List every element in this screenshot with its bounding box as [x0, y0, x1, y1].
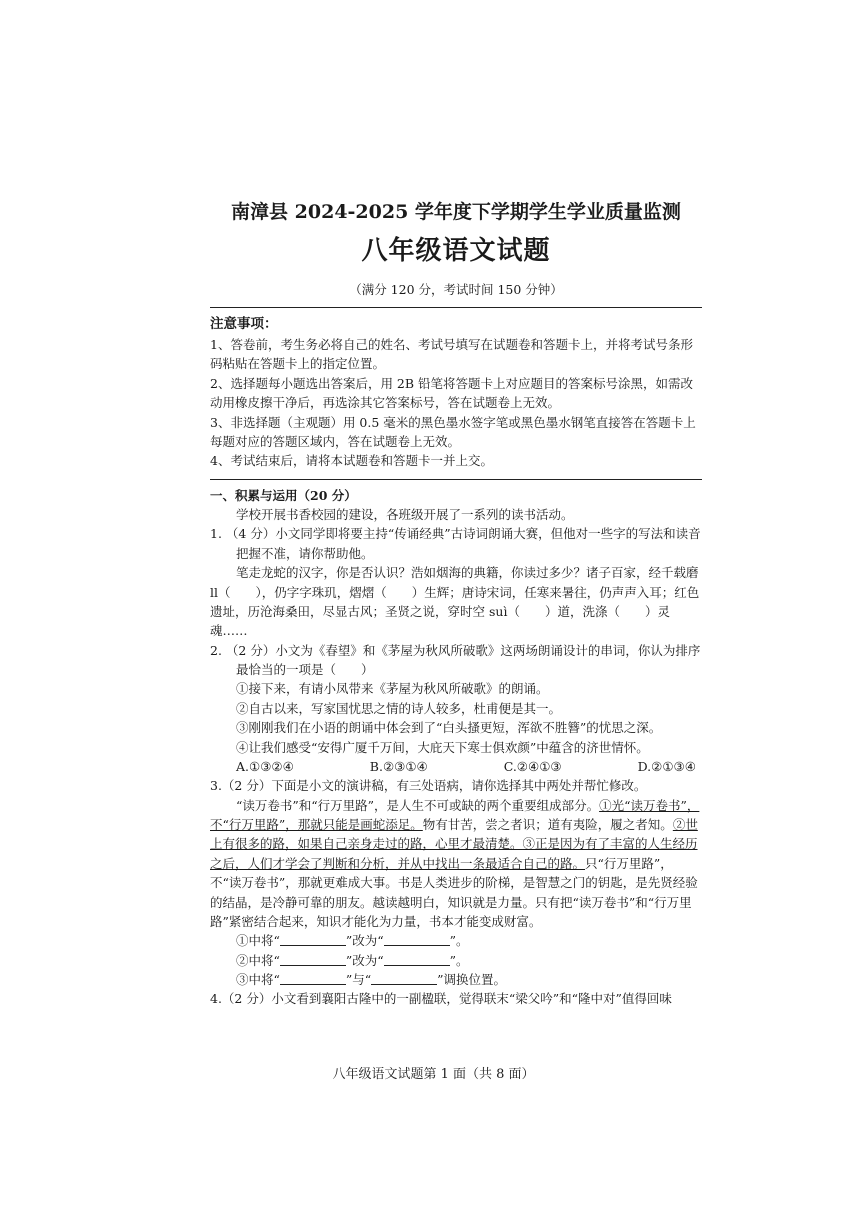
option-d[interactable]: D.②①③④: [637, 758, 696, 774]
answer-blank[interactable]: [280, 933, 346, 946]
notice-title: 注意事项：: [210, 316, 278, 333]
section-intro: 学校开展书香校园的建设，各班级开展了一系列的读书活动。: [236, 507, 574, 523]
sick-sentence-2: ②世上有很多的路，如果自己亲身走过的路，心里才最清楚。: [210, 817, 698, 852]
option-b[interactable]: B.②③①④: [369, 758, 428, 774]
notice-item: 2、选择题每小题选出答案后，用 2B 铅笔将答题卡上对应题目的答案标号涂黑，如需改动用橡皮擦干净后，再选涂其它答案标号，答在试题卷上无效。: [210, 375, 694, 411]
fix-line-2: [210, 951, 702, 970]
fix-text: ②中将“: [236, 952, 280, 968]
answer-blank[interactable]: [280, 972, 346, 985]
fix-text: ①中将“: [236, 933, 280, 949]
question-3-prompt: 3.（2 分）下面是小文的演讲稿，有三处语病，请你选择其中两处并帮忙修改。: [210, 778, 647, 794]
fix-text: ”。: [449, 933, 469, 949]
fix-text: ③中将“: [236, 972, 280, 988]
exam-sheet: [210, 190, 702, 1009]
option-c[interactable]: C.②④①③: [503, 758, 562, 774]
sick-sentence-1: ①光“读万卷书”，不“行万里路”，那就只能是画蛇添足。: [210, 797, 700, 833]
notice-item: 1、答卷前，考生务必将自己的姓名、考试号填写在试题卷和答题卡上，并将考试号条形码粘贴在答题卡上的指定位置。: [210, 337, 693, 372]
notice-item: 3、非选择题（主观题）用 0.5 毫米的黑色墨水签字笔或黑色墨水钢笔直接答在答题卡上每题对应的答题区域内，答在试题卷上无效。: [210, 414, 696, 449]
question-3-passage: [210, 796, 702, 932]
answer-blank[interactable]: [371, 972, 437, 985]
fix-text: ”改为“: [345, 952, 384, 968]
fix-line-1: [210, 931, 702, 950]
question-1-prompt: 1. （4 分）小文同学即将要主持“传诵经典”古诗词朗诵大赛，但他对一些字的写法和读音把握不准，请你帮助他。: [210, 526, 701, 561]
passage-text: 物有甘苦，尝之者识；道有夷险，履之者知。: [422, 817, 673, 833]
exam-meta: （满分 120 分，考试时间 150 分钟）: [349, 281, 563, 297]
question-2-line: ②自古以来，写家国忧思之情的诗人较多，杜甫便是其一。: [236, 700, 562, 716]
question-2-line: ①接下来，有请小凤带来《茅屋为秋风所破歌》的朗诵。: [236, 681, 549, 697]
page-footer: 八年级语文试题第 1 面（共 8 面）: [332, 1067, 535, 1082]
passage-text: “读万卷书”和“行万里路”，是人生不可或缺的两个重要组成部分。: [236, 797, 600, 813]
question-2-options: [210, 757, 702, 776]
fix-text: ”。: [449, 952, 469, 968]
sick-sentence-3: ③正是因为有了丰富的人生经历之后，人们才学会了判断和分析，并从中找出一条最适合自己的路。: [210, 836, 698, 871]
fix-text: ”调换位置。: [437, 972, 507, 988]
exam-title: 南漳县 2024-2025 学年度下学期学生学业质量监测: [231, 201, 681, 223]
answer-blank[interactable]: [384, 953, 450, 966]
question-4-prompt: 4.（2 分）小文看到襄阳古隆中的一副楹联，觉得联末“梁父吟”和“隆中对”值得回味: [210, 991, 672, 1007]
question-2-prompt: 2. （2 分）小文为《春望》和《茅屋为秋风所破歌》这两场朗诵设计的串词，你认为排序最恰当的一项是（ ）: [210, 642, 701, 678]
answer-blank[interactable]: [280, 953, 346, 966]
question-2-line: ④让我们感受“安得广厦千万间，大庇天下寒士俱欢颜”中蕴含的济世情怀。: [236, 739, 649, 755]
divider: [210, 479, 702, 480]
section-title: 一、积累与运用（20 分）: [210, 487, 357, 503]
fix-line-3: [210, 970, 702, 989]
question-2-line: ③刚刚我们在小语的朗诵中体会到了“白头搔更短，浑欲不胜簪”的忧思之深。: [236, 720, 662, 736]
passage-text: 只“行万里路”，不“读万卷书”，那就更难成大事。书是人类进步的阶梯，是智慧之门的钥匙，是先贤经验的结晶，是冷静可靠的朋友。越读越明白，知识就是力量。只有把“读万卷书”和“行万里路”紧密结合起来，知识才能化为力量，书本才能变成财富。: [210, 855, 698, 929]
notice-item: 4、考试结束后，请将本试题卷和答题卡一并上交。: [210, 453, 493, 469]
exam-subtitle: 八年级语文试题: [361, 236, 551, 267]
answer-blank[interactable]: [384, 933, 450, 946]
question-1-passage: 笔走龙蛇的汉字，你是否认识？浩如烟海的典籍，你读过多少？诸子百家，经千载磨 ll（ ），仍字字珠玑，熠熠（ ）生辉；唐诗宋词，任寒来暑往，仍声声入耳；红色遗址，历沧海桑田，尽显古风；圣贤之说，穿时空 suì（ ）道，洗涤（ ）灵魂……: [210, 565, 700, 639]
option-a[interactable]: A.①③②④: [236, 758, 294, 774]
divider: [210, 307, 702, 308]
fix-text: ”与“: [345, 972, 372, 988]
fix-text: ”改为“: [345, 933, 384, 949]
